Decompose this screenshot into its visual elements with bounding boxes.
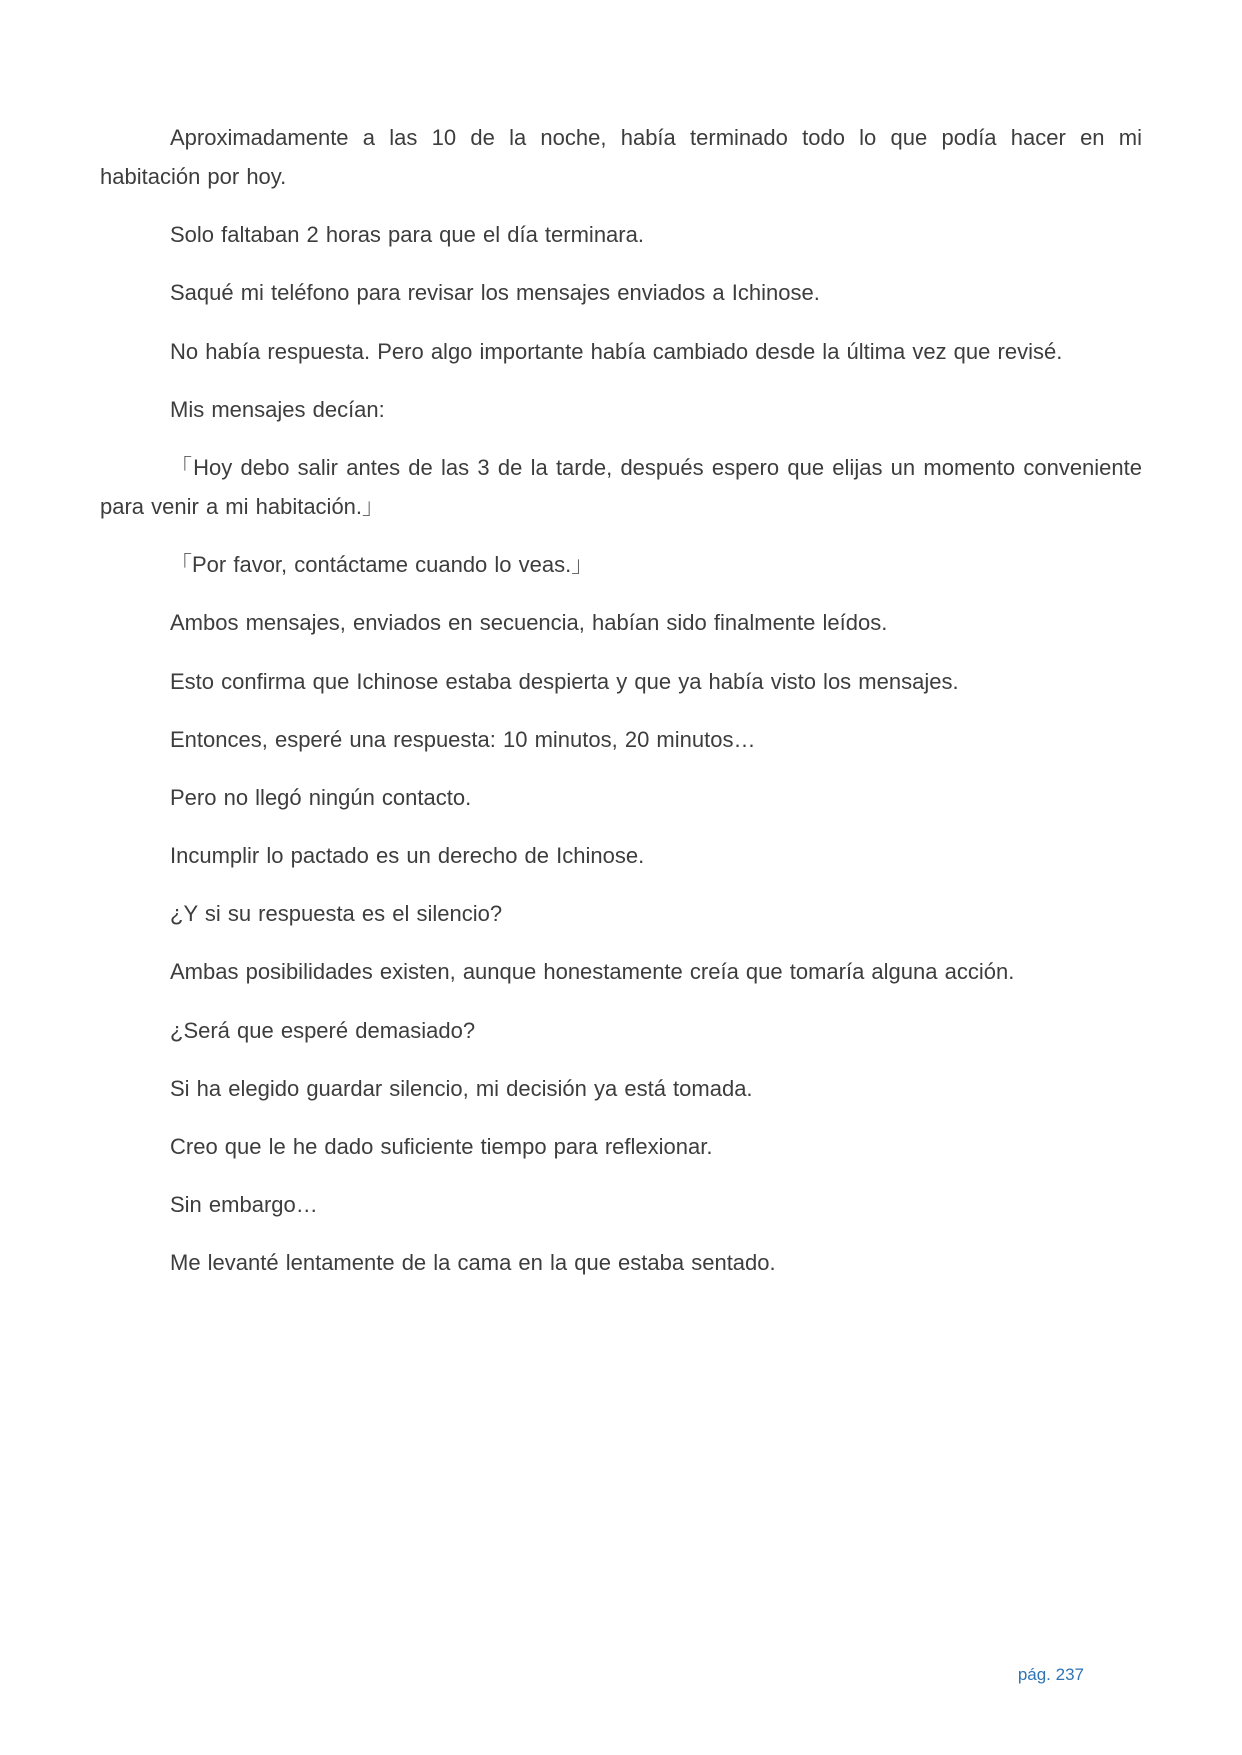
paragraph: 「Hoy debo salir antes de las 3 de la tarde, después espero que elijas un momento conveniente para venir a mi habitación.」 (100, 454, 1142, 520)
paragraph: ¿Será que esperé demasiado? (170, 1017, 476, 1043)
paragraph: Incumplir lo pactado es un derecho de Ichinose. (170, 843, 645, 869)
paragraph: Esto confirma que Ichinose estaba despierta y que ya había visto los mensajes. (170, 668, 959, 694)
paragraph: Saqué mi teléfono para revisar los mensajes enviados a Ichinose. (170, 280, 820, 306)
paragraph: Sin embargo… (170, 1191, 318, 1217)
paragraph: Me levanté lentamente de la cama en la que estaba sentado. (170, 1250, 776, 1276)
paragraph: ¿Y si su respuesta es el silencio? (170, 901, 503, 927)
paragraph: Ambos mensajes, enviados en secuencia, habían sido finalmente leídos. (170, 610, 888, 636)
paragraph: Mis mensajes decían: (170, 396, 385, 422)
paragraph: 「Por favor, contáctame cuando lo veas.」 (170, 552, 594, 578)
paragraph: Ambas posibilidades existen, aunque honestamente creía que tomaría alguna acción. (170, 959, 1015, 985)
paragraph: No había respuesta. Pero algo importante había cambiado desde la última vez que revisé. (170, 338, 1063, 364)
paragraph: Entonces, esperé una respuesta: 10 minutos, 20 minutos… (170, 726, 756, 752)
paragraph: Creo que le he dado suficiente tiempo para reflexionar. (170, 1133, 713, 1159)
page-number: pág. 237 (1017, 1665, 1084, 1684)
paragraph: Si ha elegido guardar silencio, mi decisión ya está tomada. (170, 1075, 753, 1101)
paragraph: Aproximadamente a las 10 de la noche, había terminado todo lo que podía hacer en mi habitación por hoy. (100, 125, 1142, 190)
paragraph: Solo faltaban 2 horas para que el día terminara. (170, 222, 644, 248)
paragraph: Pero no llegó ningún contacto. (170, 784, 472, 810)
page-body (100, 118, 1142, 1301)
page-footer (1018, 1665, 1084, 1685)
